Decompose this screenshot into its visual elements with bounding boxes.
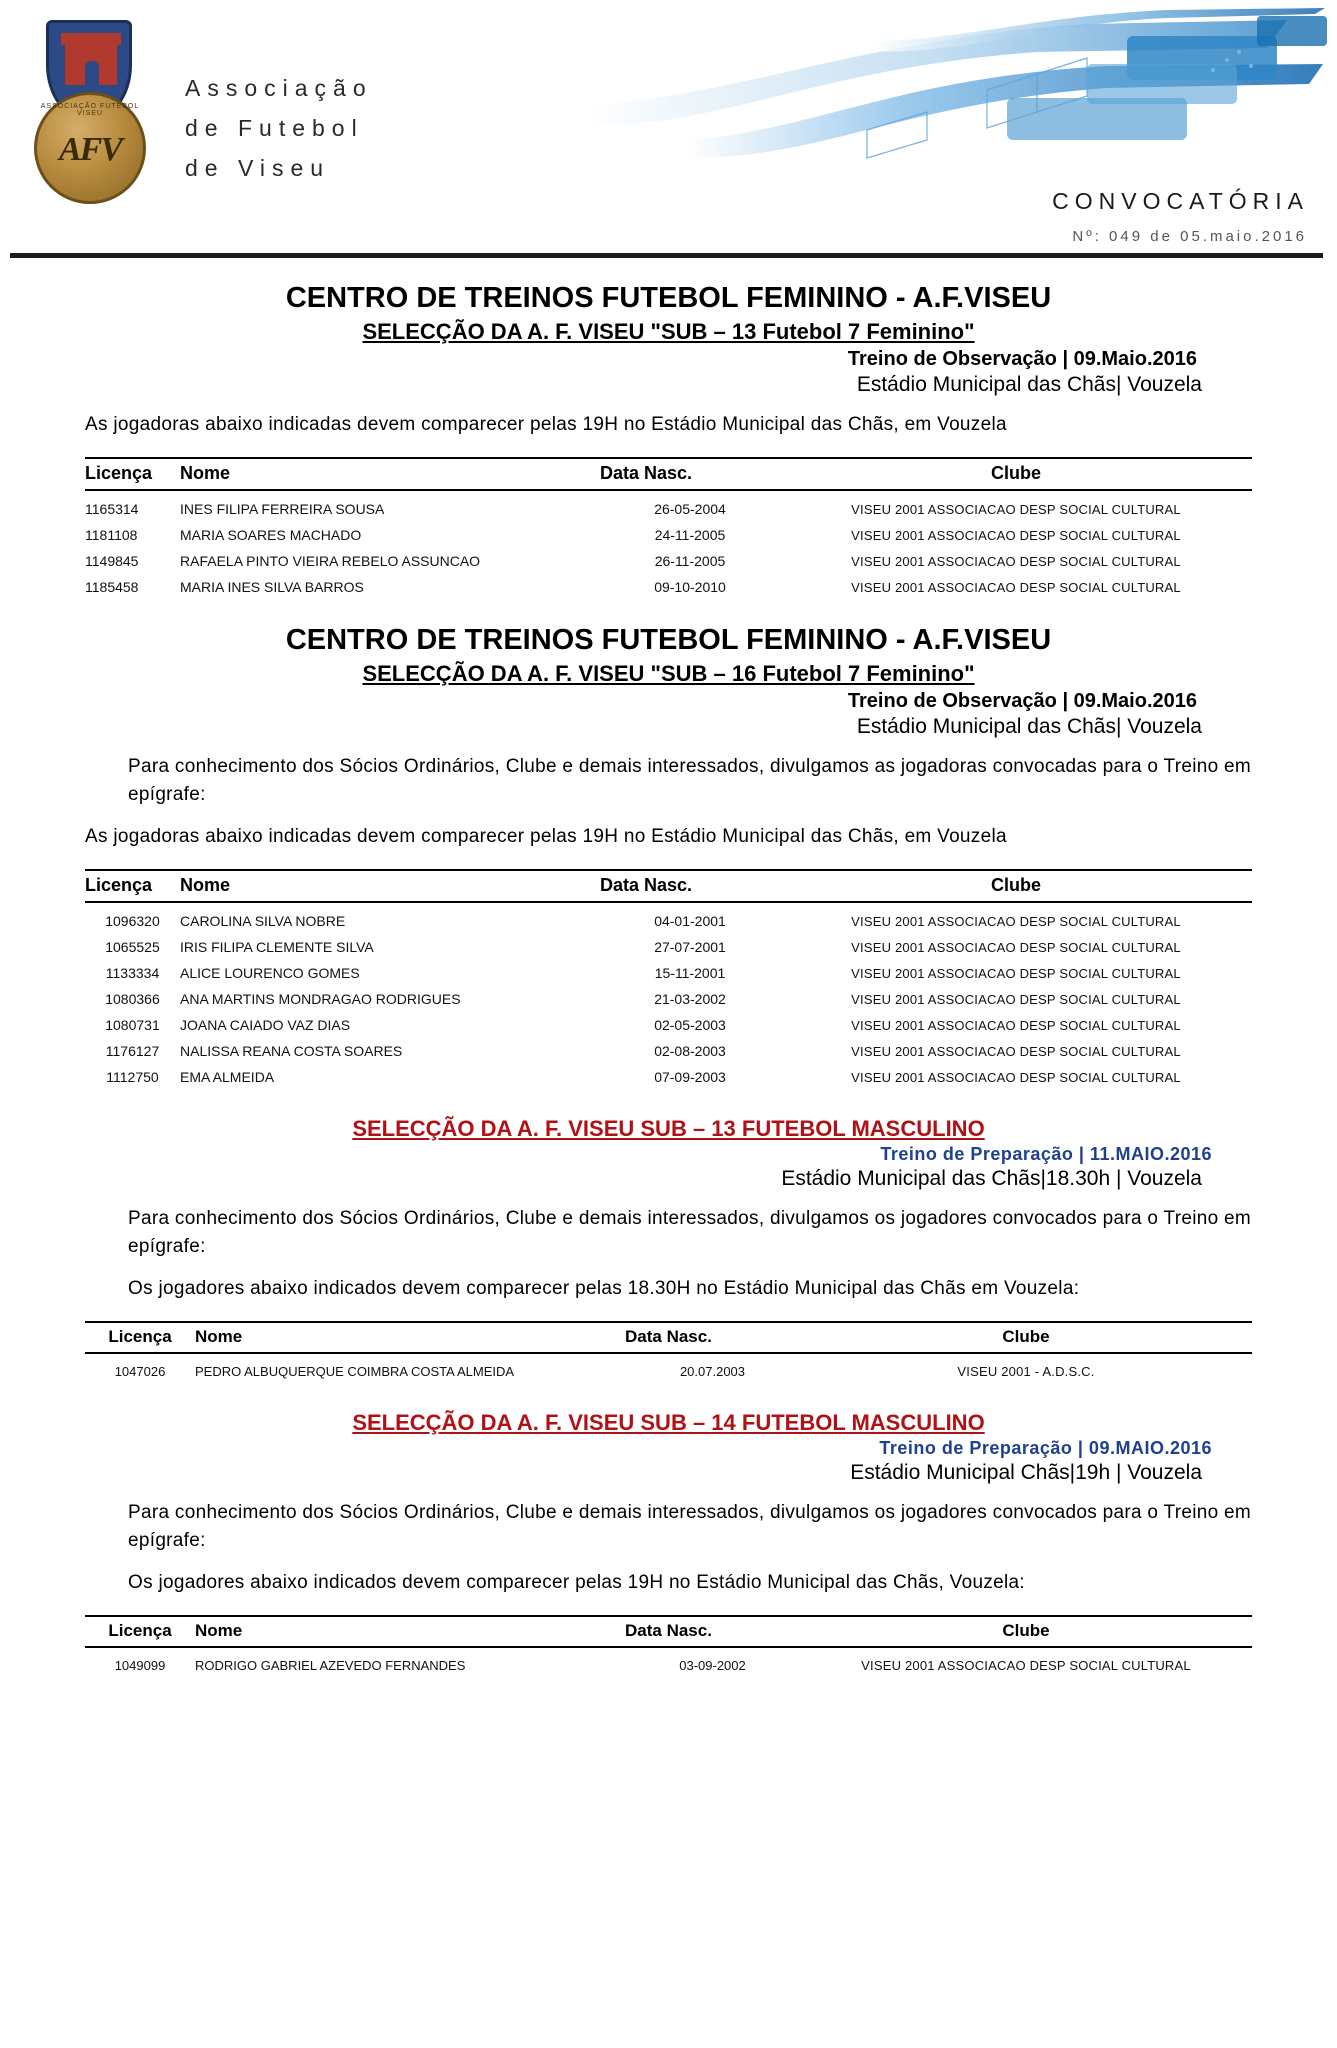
column-header-licenca: Licença <box>85 870 180 902</box>
intro-paragraph: Para conhecimento dos Sócios Ordinários, Clube e demais interessados, divulgamos as jogadoras convocadas para o Treino em epígrafe: <box>128 756 1252 805</box>
table-row <box>85 1353 1252 1384</box>
cell-data: 02-08-2003 <box>654 1043 726 1059</box>
cell-nome: NALISSA REANA COSTA SOARES <box>180 1043 403 1059</box>
cell-clube: VISEU 2001 ASSOCIACAO DESP SOCIAL CULTURAL <box>851 1069 1181 1085</box>
cell-clube: VISEU 2001 - A.D.S.C. <box>957 1364 1095 1379</box>
cell-licenca: 1133334 <box>105 965 160 981</box>
document-type-title: CONVOCATÓRIA <box>1052 188 1309 214</box>
table-row <box>85 574 1252 600</box>
cell-data: 26-05-2004 <box>654 501 726 517</box>
training-info: Treino de Observação | 09.Maio.2016 <box>847 690 1197 712</box>
decorative-ribbon-graphic <box>567 8 1327 168</box>
cell-data: 27-07-2001 <box>654 939 726 955</box>
section-sub14-masculino <box>40 1410 1297 1678</box>
attendance-notice: Os jogadores abaixo indicados devem comparecer pelas 19H no Estádio Municipal das Chãs, Vouzela: <box>128 1572 1025 1593</box>
table-row <box>85 522 1252 548</box>
section-sub13-masculino <box>40 1116 1297 1384</box>
header-divider <box>10 253 1323 258</box>
cell-clube: VISEU 2001 ASSOCIACAO DESP SOCIAL CULTURAL <box>861 1658 1191 1673</box>
table-header-row <box>85 870 1252 902</box>
association-name-line-1: Associação <box>185 75 373 101</box>
training-info: Treino de Observação | 09.Maio.2016 <box>847 348 1197 370</box>
cell-data: 03-09-2002 <box>679 1658 746 1673</box>
column-header-data: Data Nasc. <box>600 458 780 490</box>
cell-data: 02-05-2003 <box>654 1017 726 1033</box>
cell-licenca: 1080731 <box>105 1017 160 1033</box>
column-header-clube: Clube <box>780 458 1252 490</box>
cell-clube: VISEU 2001 ASSOCIACAO DESP SOCIAL CULTURAL <box>851 579 1181 595</box>
intro-paragraph: Para conhecimento dos Sócios Ordinários, Clube e demais interessados, divulgamos os jogadores convocados para o Treino em epígrafe: <box>128 1208 1252 1257</box>
crest-ring-text: ASSOCIAÇÃO FUTEBOL VISEU <box>40 103 140 117</box>
cell-nome: ALICE LOURENCO GOMES <box>180 965 360 981</box>
players-table-sub13-feminino <box>85 457 1252 600</box>
cell-nome: RODRIGO GABRIEL AZEVEDO FERNANDES <box>195 1658 466 1673</box>
cell-licenca: 1049099 <box>114 1658 166 1673</box>
column-header-licenca: Licença <box>85 1616 195 1647</box>
venue-info: Estádio Municipal das Chãs| Vouzela <box>856 715 1202 738</box>
players-table-sub14-masculino <box>85 1615 1252 1678</box>
cell-licenca: 1112750 <box>106 1069 159 1085</box>
cell-clube: VISEU 2001 ASSOCIACAO DESP SOCIAL CULTURAL <box>851 501 1181 517</box>
page-title: CENTRO DE TREINOS FUTEBOL FEMININO - A.F.VISEU <box>285 282 1052 314</box>
selection-title-masculino: SELECÇÃO DA A. F. VISEU SUB – 14 FUTEBOL MASCULINO <box>352 1410 985 1435</box>
cell-nome: ANA MARTINS MONDRAGAO RODRIGUES <box>180 991 461 1007</box>
column-header-licenca: Licença <box>85 1322 195 1353</box>
table-row <box>85 1012 1252 1038</box>
venue-info: Estádio Municipal Chãs|19h | Vouzela <box>850 1461 1202 1484</box>
cell-data: 04-01-2001 <box>654 913 726 929</box>
table-header-row <box>85 458 1252 490</box>
association-name <box>185 68 373 188</box>
column-header-data: Data Nasc. <box>625 1616 800 1647</box>
intro-paragraph: Para conhecimento dos Sócios Ordinários, Clube e demais interessados, divulgamos os jogadores convocados para o Treino em epígrafe: <box>128 1502 1252 1551</box>
cell-licenca: 1096320 <box>105 913 160 929</box>
cell-licenca: 1165314 <box>85 501 139 517</box>
cell-nome: MARIA SOARES MACHADO <box>180 527 362 543</box>
column-header-nome: Nome <box>195 1616 625 1647</box>
cell-data: 07-09-2003 <box>654 1069 726 1085</box>
column-header-clube: Clube <box>780 870 1252 902</box>
venue-info: Estádio Municipal das Chãs| Vouzela <box>856 373 1202 396</box>
column-header-nome: Nome <box>195 1322 625 1353</box>
table-row <box>85 986 1252 1012</box>
table-row <box>85 1647 1252 1678</box>
cell-clube: VISEU 2001 ASSOCIACAO DESP SOCIAL CULTURAL <box>851 991 1181 1007</box>
column-header-licenca: Licença <box>85 458 180 490</box>
attendance-notice: Os jogadores abaixo indicados devem comparecer pelas 18.30H no Estádio Municipal das Chãs em Vouzela: <box>128 1278 1080 1299</box>
table-row <box>85 548 1252 574</box>
cell-nome: INES FILIPA FERREIRA SOUSA <box>180 501 385 517</box>
section-sub13-feminino <box>40 282 1297 600</box>
players-table-sub13-masculino <box>85 1321 1252 1384</box>
selection-subtitle: SELECÇÃO DA A. F. VISEU "SUB – 13 Futebol 7 Feminino" <box>362 319 975 344</box>
column-header-nome: Nome <box>180 870 600 902</box>
cell-licenca: 1181108 <box>85 527 138 543</box>
venue-info: Estádio Municipal das Chãs|18.30h | Vouzela <box>781 1167 1202 1190</box>
cell-clube: VISEU 2001 ASSOCIACAO DESP SOCIAL CULTURAL <box>851 913 1181 929</box>
cell-clube: VISEU 2001 ASSOCIACAO DESP SOCIAL CULTURAL <box>851 939 1181 955</box>
crest-monogram: AFV <box>58 131 122 168</box>
cell-licenca: 1065525 <box>105 939 160 955</box>
table-row <box>85 960 1252 986</box>
cell-nome: JOANA CAIADO VAZ DIAS <box>180 1017 351 1033</box>
cell-nome: CAROLINA SILVA NOBRE <box>180 913 346 929</box>
table-header-row <box>85 1616 1252 1647</box>
table-row <box>85 490 1252 522</box>
association-name-line-2: de Futebol <box>185 115 364 141</box>
cell-nome: IRIS FILIPA CLEMENTE SILVA <box>180 939 374 955</box>
afv-crest-logo <box>28 20 153 220</box>
table-header-row <box>85 1322 1252 1353</box>
column-header-clube: Clube <box>800 1322 1252 1353</box>
section-sub16-feminino <box>40 624 1297 1090</box>
table-row <box>85 934 1252 960</box>
page-title: CENTRO DE TREINOS FUTEBOL FEMININO - A.F.VISEU <box>285 624 1052 656</box>
cell-licenca: 1176127 <box>105 1043 160 1059</box>
selection-subtitle: SELECÇÃO DA A. F. VISEU "SUB – 16 Futebol 7 Feminino" <box>362 661 975 686</box>
cell-licenca: 1047026 <box>114 1364 166 1379</box>
column-header-data: Data Nasc. <box>600 870 780 902</box>
selection-title-masculino: SELECÇÃO DA A. F. VISEU SUB – 13 FUTEBOL MASCULINO <box>352 1116 985 1141</box>
cell-clube: VISEU 2001 ASSOCIACAO DESP SOCIAL CULTURAL <box>851 965 1181 981</box>
football-emblem-icon <box>34 92 146 204</box>
training-info: Treino de Preparação | 09.MAIO.2016 <box>879 1438 1212 1458</box>
training-info: Treino de Preparação | 11.MAIO.2016 <box>880 1144 1212 1164</box>
document-body <box>0 282 1337 1678</box>
players-table-sub16-feminino <box>85 869 1252 1090</box>
column-header-data: Data Nasc. <box>625 1322 800 1353</box>
cell-data: 24-11-2005 <box>654 527 726 543</box>
cell-nome: EMA ALMEIDA <box>180 1069 275 1085</box>
cell-clube: VISEU 2001 ASSOCIACAO DESP SOCIAL CULTURAL <box>851 553 1181 569</box>
document-number: Nº: 049 de 05.maio.2016 <box>1072 228 1307 245</box>
attendance-notice: As jogadoras abaixo indicadas devem comparecer pelas 19H no Estádio Municipal das Chãs, em Vouzela <box>85 826 1007 847</box>
cell-data: 26-11-2005 <box>654 553 726 569</box>
cell-licenca: 1185458 <box>85 579 139 595</box>
column-header-clube: Clube <box>800 1616 1252 1647</box>
association-name-line-3: de Viseu <box>185 155 331 181</box>
cell-data: 09-10-2010 <box>654 579 726 595</box>
cell-licenca: 1080366 <box>105 991 160 1007</box>
document-header <box>0 0 1337 258</box>
table-row <box>85 902 1252 934</box>
cell-clube: VISEU 2001 ASSOCIACAO DESP SOCIAL CULTURAL <box>851 1043 1181 1059</box>
table-row <box>85 1064 1252 1090</box>
cell-licenca: 1149845 <box>85 553 139 569</box>
cell-clube: VISEU 2001 ASSOCIACAO DESP SOCIAL CULTURAL <box>851 527 1181 543</box>
cell-data: 15-11-2001 <box>654 965 726 981</box>
table-row <box>85 1038 1252 1064</box>
cell-nome: PEDRO ALBUQUERQUE COIMBRA COSTA ALMEIDA <box>195 1364 515 1379</box>
cell-nome: MARIA INES SILVA BARROS <box>180 579 364 595</box>
column-header-nome: Nome <box>180 458 600 490</box>
attendance-notice: As jogadoras abaixo indicadas devem comparecer pelas 19H no Estádio Municipal das Chãs, em Vouzela <box>85 414 1007 435</box>
cell-data: 21-03-2002 <box>654 991 726 1007</box>
cell-data: 20.07.2003 <box>679 1364 746 1379</box>
cell-clube: VISEU 2001 ASSOCIACAO DESP SOCIAL CULTURAL <box>851 1017 1181 1033</box>
cell-nome: RAFAELA PINTO VIEIRA REBELO ASSUNCAO <box>180 553 481 569</box>
